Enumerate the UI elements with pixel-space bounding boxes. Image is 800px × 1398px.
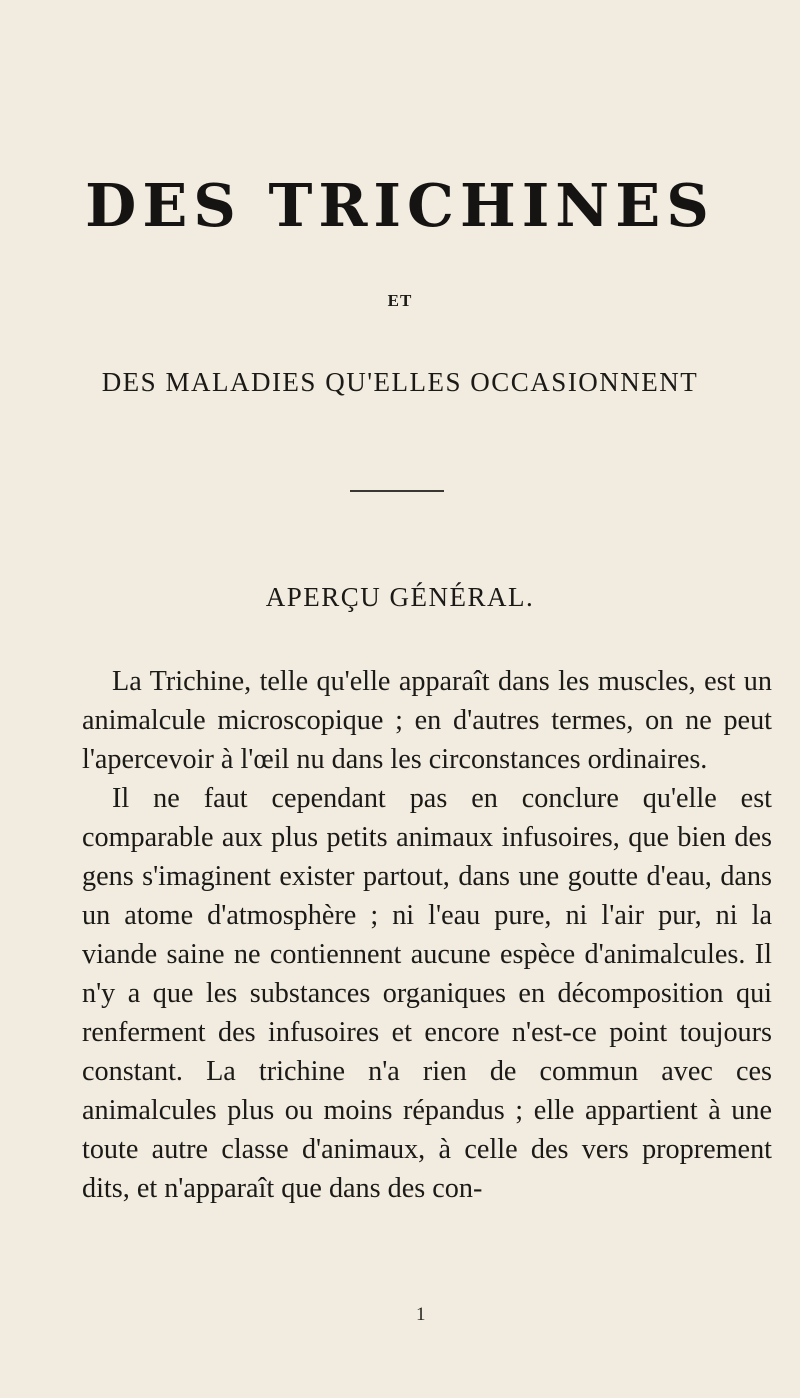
book-title: DES TRICHINES	[85, 171, 715, 240]
book-subtitle: DES MALADIES QU'ELLES OCCASIONNENT	[101, 367, 699, 397]
paragraph-1: La Trichine, telle qu'elle apparaît dans les muscles, est un animalcule microscopique ; en d'autres termes, on ne peut l'apercevoir à l'œil nu dans les circonstances ordinaires.	[82, 666, 772, 775]
paragraph-2: Il ne faut cependant pas en conclure qu'elle est comparable aux plus petits animaux infusoires, que bien des gens s'imaginent exister partout, dans une goutte d'eau, dans un atome d'atmosphère ; ni l'eau pure, ni l'air pur, ni la viande saine ne contiennent aucune espèce d'animalcules. Il n'y a que les substances organiques en décomposition qui renferment des infusoires et encore n'est-ce point toujours constant. La trichine n'a rien de commun avec ces animalcules plus ou moins répandus ; elle appartient à une toute autre classe d'animaux, à celle des vers proprement dits, et n'apparaît que dans des con-	[82, 783, 772, 1204]
title-conjunction: ET	[387, 291, 413, 310]
section-heading: APERÇU GÉNÉRAL.	[265, 582, 535, 612]
divider-rule	[350, 490, 444, 492]
body-text	[82, 662, 772, 1208]
page-marker: 1	[416, 1304, 426, 1325]
